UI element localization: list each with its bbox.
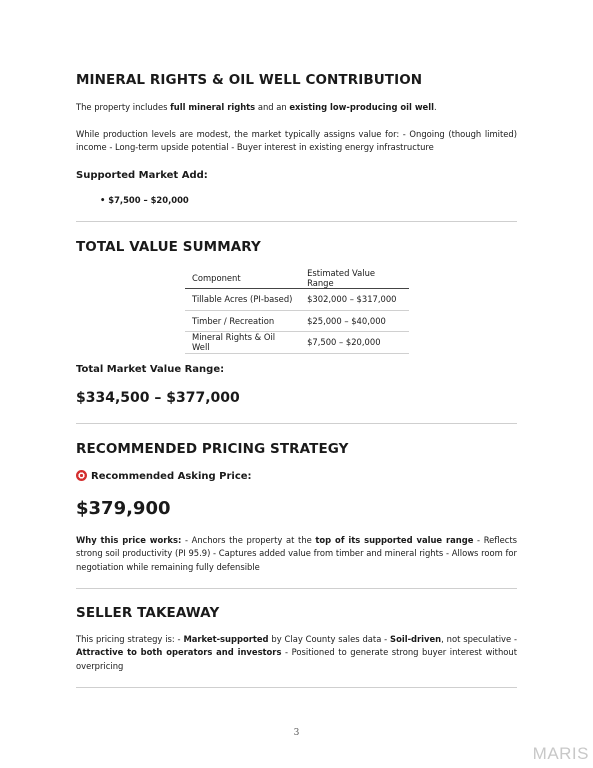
maris-watermark: MARIS — [532, 744, 589, 763]
table-row — [185, 289, 409, 311]
takeaway-heading: SELLER TAKEAWAY — [76, 605, 220, 621]
pricing-rationale: Why this price works: - Anchors the property at the top of its supported value range - Reflects strong soil productivity (PI 95.9) - Captures added value from timber and mineral rights - Allows room for negotiation while remaining fully defensible — [76, 535, 517, 572]
divider — [76, 423, 517, 424]
asking-price-label: Recommended Asking Price: — [76, 470, 517, 482]
supported-add-label: Supported Market Add: — [76, 170, 208, 181]
pricing-heading: RECOMMENDED PRICING STRATEGY — [76, 441, 349, 457]
table-cell: $25,000 – $40,000 — [300, 310, 409, 332]
table-row — [185, 310, 409, 332]
asking-price-value: $379,900 — [76, 498, 171, 519]
total-range-label: Total Market Value Range: — [76, 364, 225, 375]
mineral-intro: The property includes full mineral rights and an existing low-producing oil well. — [76, 102, 437, 112]
table-header-range: Estimated Value Range — [300, 268, 409, 289]
table-header-row — [185, 268, 409, 289]
target-icon — [76, 470, 87, 481]
divider — [76, 221, 517, 222]
mineral-detail: While production levels are modest, the market typically assigns value for: - Ongoing (though limited) income - Long-term upside potential - Buyer interest in existing energy infrastructure — [76, 129, 517, 153]
table-cell: $302,000 – $317,000 — [300, 289, 409, 311]
table-row — [185, 332, 409, 354]
table-header-component: Component — [185, 268, 300, 289]
supported-add-list — [100, 195, 541, 205]
table-cell: Timber / Recreation — [185, 310, 300, 332]
table-cell: Tillable Acres (PI-based) — [185, 289, 300, 311]
mineral-heading: MINERAL RIGHTS & OIL WELL CONTRIBUTION — [76, 72, 423, 88]
summary-heading: TOTAL VALUE SUMMARY — [76, 239, 261, 255]
table-cell: $7,500 – $20,000 — [300, 332, 409, 354]
value-table — [185, 268, 409, 354]
total-range-value: $334,500 – $377,000 — [76, 390, 240, 406]
takeaway-text: This pricing strategy is: - Market-supported by Clay County sales data - Soil-driven, not speculative - Attractive to both operators and investors - Positioned to generate strong buyer interest without overpricing — [76, 634, 518, 671]
supported-add-value: • $7,500 – $20,000 — [100, 195, 189, 205]
page-number: 3 — [293, 728, 300, 738]
divider — [76, 588, 517, 589]
divider — [76, 687, 517, 688]
table-cell: Mineral Rights & Oil Well — [185, 332, 300, 354]
